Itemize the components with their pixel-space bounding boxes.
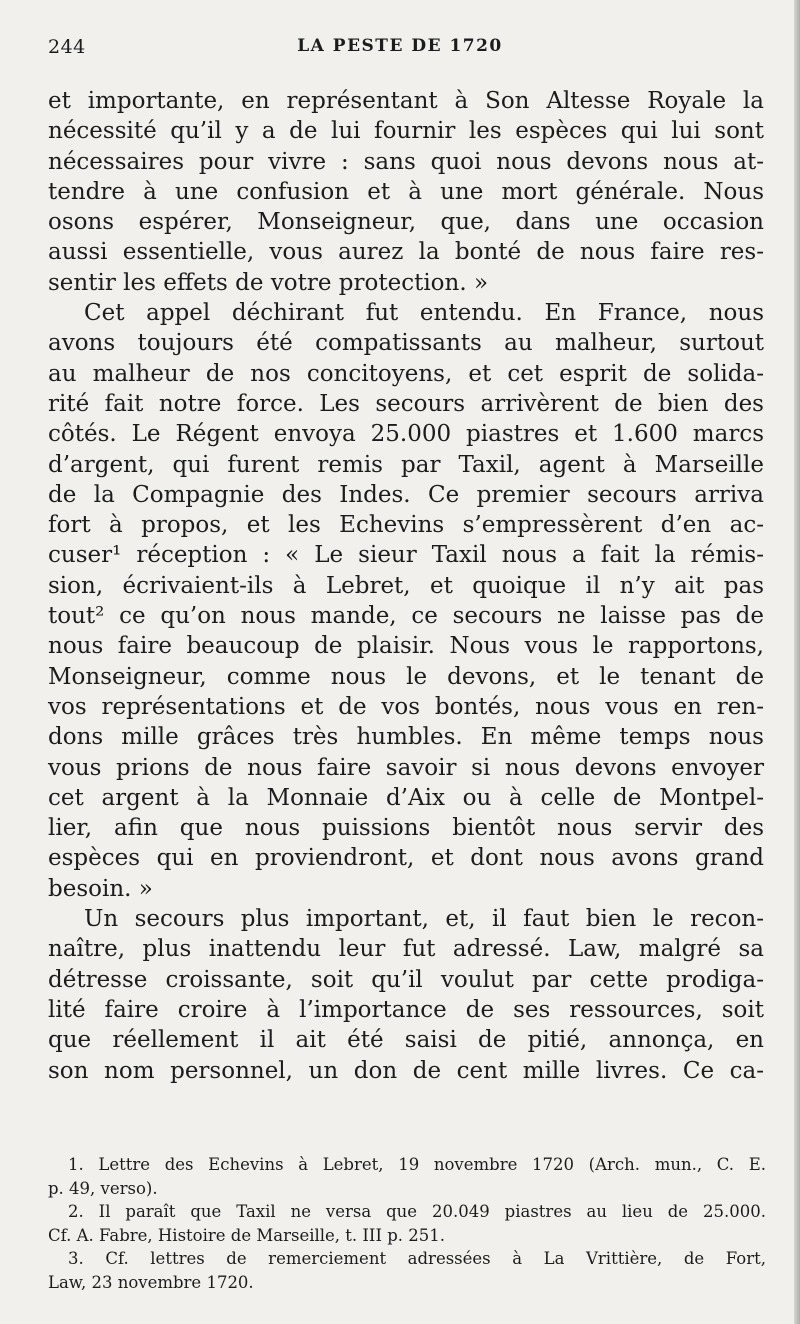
- running-title: LA PESTE DE 1720: [297, 36, 503, 56]
- footnote-line: p. 49, verso).: [48, 1178, 158, 1198]
- text-line: aussi essentielle, vous aurez la bonté de nous faire res-: [48, 239, 764, 266]
- text-line: osons espérer, Monseigneur, que, dans une occasion: [48, 209, 764, 236]
- footnote-line: Law, 23 novembre 1720.: [48, 1272, 254, 1292]
- text-line: dons mille grâces très humbles. En même temps nous: [48, 724, 764, 751]
- text-line: côtés. Le Régent envoya 25.000 piastres et 1.600 marcs: [48, 421, 764, 448]
- text-line: vous prions de nous faire savoir si nous devons envoyer: [48, 754, 764, 781]
- text-line: cuser¹ réception : « Le sieur Taxil nous a fait la rémis-: [48, 542, 764, 569]
- footnotes: [48, 1153, 766, 1295]
- text-line: fort à propos, et les Echevins s’empressèrent d’en ac-: [48, 512, 764, 539]
- text-line: de la Compagnie des Indes. Ce premier secours arriva: [48, 481, 764, 508]
- text-line: avons toujours été compatissants au malheur, surtout: [48, 330, 764, 357]
- text-line: vos représentations et de vos bontés, nous vous en ren-: [48, 693, 764, 720]
- text-line: sentir les effets de votre protection. »: [48, 269, 489, 296]
- text-line: Un secours plus important, et, il faut bien le recon-: [84, 906, 764, 933]
- text-line: et importante, en représentant à Son Altesse Royale la: [48, 88, 764, 114]
- page-header: [48, 36, 752, 62]
- text-line: naître, plus inattendu leur fut adressé. Law, malgré sa: [48, 936, 764, 963]
- footnote-line: 2. Il paraît que Taxil ne versa que 20.049 piastres au lieu de 25.000.: [68, 1202, 766, 1222]
- text-line: son nom personnel, un don de cent mille livres. Ce ca-: [48, 1057, 764, 1084]
- text-line: espèces qui en proviendront, et dont nous avons grand: [48, 845, 764, 872]
- footnote-line: Cf. A. Fabre, Histoire de Marseille, t. III p. 251.: [48, 1225, 445, 1245]
- text-line: tout² ce qu’on nous mande, ce secours ne laisse pas de: [48, 603, 764, 630]
- text-line: Cet appel déchirant fut entendu. En France, nous: [84, 300, 764, 327]
- text-line: lité faire croire à l’importance de ses ressources, soit: [48, 996, 764, 1023]
- text-line: lier, afin que nous puissions bientôt nous servir des: [48, 815, 764, 842]
- text-line: détresse croissante, soit qu’il voulut par cette prodiga-: [48, 966, 764, 993]
- text-line: tendre à une confusion et à une mort générale. Nous: [48, 178, 764, 205]
- text-line: Monseigneur, comme nous le devons, et le tenant de: [48, 663, 764, 690]
- body-text: [48, 86, 764, 1086]
- text-line: au malheur de nos concitoyens, et cet esprit de solida-: [48, 360, 764, 387]
- footnote-line: 1. Lettre des Echevins à Lebret, 19 novembre 1720 (Arch. mun., C. E.: [68, 1155, 766, 1174]
- text-line: nécessité qu’il y a de lui fournir les espèces qui lui sont: [48, 118, 764, 145]
- page-number: 244: [48, 36, 86, 58]
- text-line: sion, écrivaient-ils à Lebret, et quoique il n’y ait pas: [48, 572, 764, 599]
- text-line: nécessaires pour vivre : sans quoi nous devons nous at-: [48, 148, 764, 175]
- footnote-line: 3. Cf. lettres de remerciement adressées à La Vrittière, de Fort,: [68, 1249, 766, 1269]
- text-line: d’argent, qui furent remis par Taxil, agent à Marseille: [48, 451, 764, 478]
- text-line: que réellement il ait été saisi de pitié, annonça, en: [48, 1027, 764, 1054]
- page-edge-shadow: [794, 0, 800, 1324]
- text-line: cet argent à la Monnaie d’Aix ou à celle de Montpel-: [48, 784, 764, 811]
- text-line: nous faire beaucoup de plaisir. Nous vous le rapportons,: [48, 633, 764, 660]
- text-line: rité fait notre force. Les secours arrivèrent de bien des: [48, 390, 764, 417]
- text-line: besoin. »: [48, 875, 153, 902]
